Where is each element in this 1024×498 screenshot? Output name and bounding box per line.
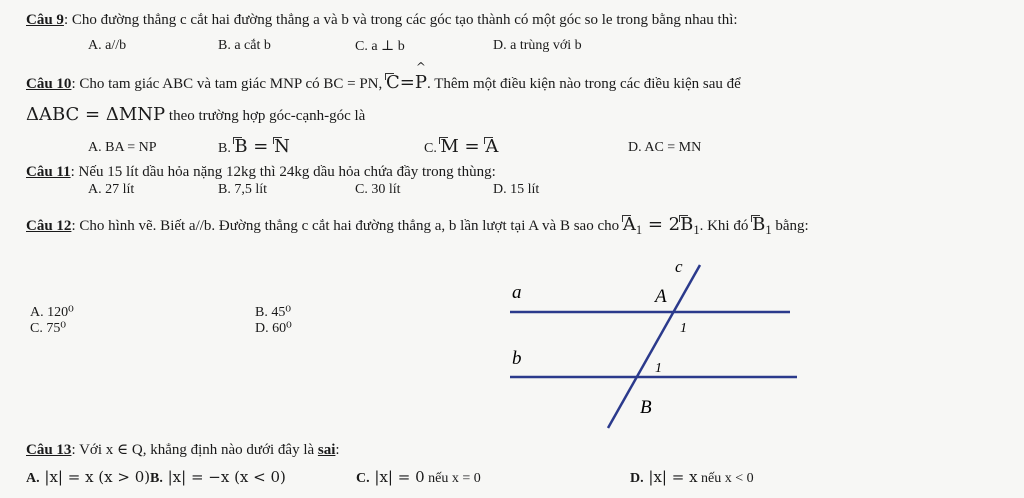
q12-text-c: bằng: <box>771 218 809 234</box>
q9-option-a: A. a//b <box>88 38 127 53</box>
q9-option-c: C. a ⊥ b <box>355 39 405 54</box>
q10-angle-p: ^ P <box>415 72 427 93</box>
q13-text: : Với x ∈ Q, khẳng định nào dưới đây là <box>71 442 318 458</box>
q12-answer-angle: B <box>752 214 766 235</box>
q11-option-c: C. 30 lít <box>355 182 401 197</box>
q10-angle-c: C <box>386 72 400 93</box>
q11-option-d: D. 15 lít <box>493 182 540 197</box>
q12-option-a: A. 120⁰ <box>30 305 74 320</box>
q13-question: Câu 13: Với x ∈ Q, khẳng định nào dưới đây là sai: <box>26 442 340 458</box>
q12-question: Câu 12: Cho hình vẽ. Biết a//b. Đường thẳng c cắt hai đường thẳng a, b lần lượt tại A và B sao cho $A_1 = 2B_1$. Khi đó $B_1$ bằng: <box>26 214 809 237</box>
q12-option-b: B. 45⁰ <box>255 305 291 320</box>
q10-option-b-angle-1: B <box>234 136 248 157</box>
q10-line2 <box>26 104 365 125</box>
q11-option-a: A. 27 lít <box>88 182 135 197</box>
q11-option-b: B. 7,5 lít <box>218 182 268 197</box>
q12-angle-b1: B <box>680 214 694 235</box>
label-angle-1-top: 1 <box>680 321 687 336</box>
label-point-a: A <box>655 286 667 307</box>
q10-text-b: . Thêm một điều kiện nào trong các điều kiện sau để <box>427 76 741 92</box>
q12-figure <box>500 250 810 440</box>
q10-eq: = <box>399 72 415 93</box>
q12-label: Câu 12 <box>26 218 72 234</box>
label-angle-1-bottom: 1 <box>655 361 662 376</box>
q12-option-c: C. 75⁰ <box>30 321 66 336</box>
q9-question <box>26 12 738 29</box>
label-b: b <box>512 348 522 369</box>
q9-text: : Cho đường thẳng c cắt hai đường thẳng a và b và trong các góc tạo thành có một góc so le trong bằng nhau thì: <box>63 12 738 28</box>
q12-option-d: D. 60⁰ <box>255 321 292 336</box>
line-c <box>608 265 700 428</box>
label-c: c <box>675 257 683 276</box>
q11-question <box>26 164 496 181</box>
q13-sai: sai <box>317 442 336 458</box>
q10-option-c-angle-2: A <box>485 136 499 157</box>
q10-line2-text: theo trường hợp góc-cạnh-góc là <box>165 108 366 124</box>
q10-option-a: A. BA = NP <box>88 140 157 155</box>
q13-option-d: D. |x| = x nếu x < 0 <box>630 468 754 486</box>
q10-option-b: B. B = N <box>218 136 290 157</box>
q10-label: Câu 10 <box>26 76 72 92</box>
q13-option-c: C. |x| = 0 nếu x = 0 <box>356 468 481 486</box>
q11-text: : Nếu 15 lít dầu hỏa nặng 12kg thì 24kg dầu hỏa chứa đầy trong thùng: <box>70 164 496 180</box>
q9-label: Câu 9 <box>26 12 64 28</box>
q10-option-b-angle-2: N <box>274 136 290 157</box>
q10-option-d: D. AC = MN <box>628 140 702 155</box>
label-point-b: B <box>640 397 652 418</box>
q10-option-c-angle-1: M <box>440 136 459 157</box>
q10-triangles: ΔABC = ΔMNP <box>26 104 166 125</box>
q12-angle-a1: A <box>622 214 636 235</box>
q12-text-b: . Khi đó <box>699 218 753 234</box>
q9-option-b: B. a cắt b <box>218 38 271 53</box>
q9-option-d: D. a trùng với b <box>493 38 582 53</box>
q10-question <box>26 72 741 93</box>
q13-label: Câu 13 <box>26 442 72 458</box>
q12-text-a: : Cho hình vẽ. Biết a//b. Đường thẳng c cắt hai đường thẳng a, b lần lượt tại A và B sao cho <box>71 218 623 234</box>
q11-label: Câu 11 <box>26 164 71 180</box>
q10-option-c: C. M = A <box>424 136 499 157</box>
q13-option-b: B. |x| = −x (x < 0) <box>150 468 286 486</box>
q10-text-a: : Cho tam giác ABC và tam giác MNP có BC = PN, <box>71 76 386 92</box>
label-a: a <box>512 282 522 303</box>
q13-option-a: A. |x| = x (x > 0) <box>26 468 151 486</box>
